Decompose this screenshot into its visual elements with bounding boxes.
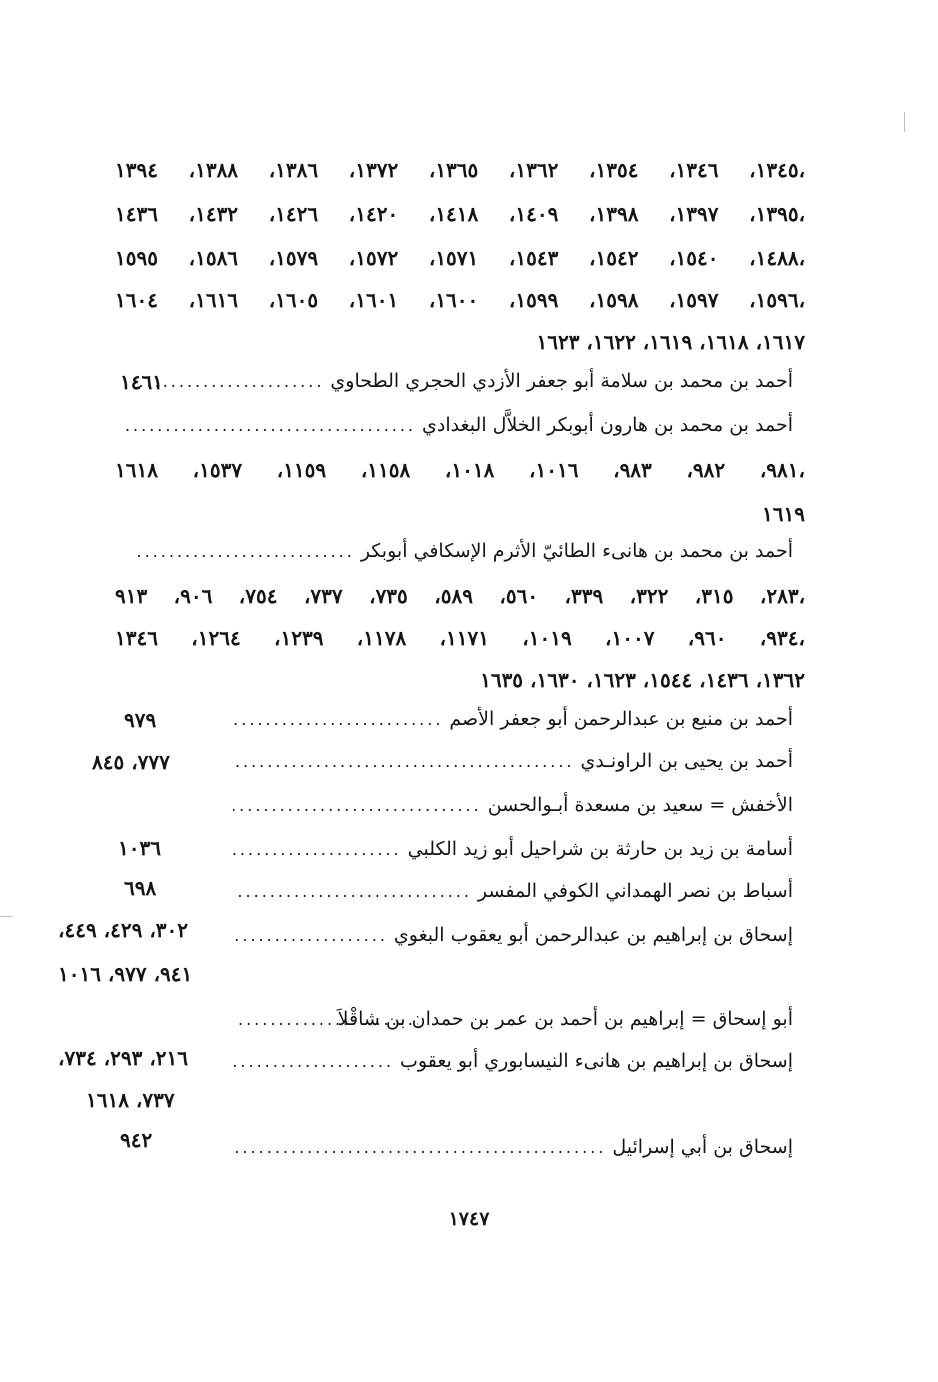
entry-name: أحمد بن محمد بن سلامة أبو جعفر الأزدي الحجري الطحاوي xyxy=(330,370,793,392)
leader-dots xyxy=(233,840,402,859)
index-entry xyxy=(233,708,793,730)
leader-dots xyxy=(233,1138,606,1157)
leader-dots xyxy=(233,1052,394,1071)
index-entry xyxy=(233,794,793,816)
index-entry xyxy=(133,370,793,392)
leader-dots-row xyxy=(238,1010,418,1029)
entry-name: أحمد بن منيع بن عبدالرحمن أبو جعفر الأصم xyxy=(449,708,793,730)
entry-name: أبو إسحاق = إبراهيم بن أحمد بن عمر بن حمدان بن شاقْلاَ xyxy=(337,1008,793,1030)
page-refs-line: ١٦١٩ xyxy=(762,502,805,526)
index-entry xyxy=(233,1050,793,1072)
entry-name: إسحاق بن إبراهيم بن هانىء النيسابوري أبو يعقوب xyxy=(400,1050,793,1072)
leader-dots xyxy=(233,882,472,901)
entry-name: إسحاق بن أبي إسرائيل xyxy=(612,1136,793,1158)
leader-dots xyxy=(121,416,416,435)
entry-name: أسامة بن زيد بن حارثة بن شراحيل أبو زيد الكلبي xyxy=(407,838,793,860)
index-entry xyxy=(233,750,793,772)
entry-pages: ٢١٦، ٢٩٣، ٧٣٤، xyxy=(58,1046,189,1070)
entry-pages: ١٤٦١ xyxy=(120,370,163,394)
index-entry xyxy=(233,1136,793,1158)
entry-pages: ٩٤٢ xyxy=(120,1128,153,1152)
page-refs-line: ١٤٨٨، ١٥٤٠، ١٥٤٢، ١٥٤٣، ١٥٧١، ١٥٧٢، ١٥٧٩، ١٥٨٦، ١٥٩٥، xyxy=(115,246,806,270)
scan-mark xyxy=(0,916,12,917)
entry-pages: ٣٠٢، ٤٢٩، ٤٤٩، xyxy=(58,918,189,942)
page-refs-line: ٩٤١، ٩٧٧، ١٠١٦ xyxy=(58,962,193,986)
entry-pages: ٧٧٧، ٨٤٥ xyxy=(92,750,170,774)
page-refs-line: ٩٨١، ٩٨٢، ٩٨٣، ١٠١٦، ١٠١٨، ١١٥٨، ١١٥٩، ١٥٣٧، ١٦١٨، xyxy=(115,458,805,482)
leader-dots xyxy=(233,752,575,771)
index-entry xyxy=(133,540,793,562)
page-refs-line: ١٦١٧، ١٦١٨، ١٦١٩، ١٦٢٢، ١٦٢٣ xyxy=(536,330,805,354)
index-entry xyxy=(233,880,793,902)
page-number: ١٧٤٧ xyxy=(448,1208,490,1230)
entry-name: إسحاق بن إبراهيم بن عبدالرحمن أبو يعقوب البغوي xyxy=(393,924,793,946)
leader-dots xyxy=(233,710,443,729)
entry-pages: ٦٩٨ xyxy=(124,876,157,900)
entry-pages: ٩٧٩ xyxy=(124,708,157,732)
leader-dots xyxy=(238,1010,418,1029)
page-refs-line: ١٣٤٥، ١٣٤٦، ١٣٥٤، ١٣٦٢، ١٣٦٥، ١٣٧٢، ١٣٨٦، ١٣٨٨، ١٣٩٤، xyxy=(115,158,806,182)
entry-name: أسباط بن نصر الهمداني الكوفي المفسر xyxy=(477,880,793,902)
entry-pages: ١٠٣٦ xyxy=(118,836,161,860)
page-refs-line: ٩٣٤، ٩٦٠، ١٠٠٧، ١٠١٩، ١١٧١، ١١٧٨، ١٢٣٩، ١٢٦٤، ١٣٤٦، xyxy=(115,626,805,650)
entry-name: أحمد بن محمد بن هانىء الطائيّ الأثرم الإسكافي أبوبكر xyxy=(360,540,793,562)
leader-dots xyxy=(233,926,388,945)
page-refs-line: ٧٣٧، ١٦١٨ xyxy=(86,1088,175,1112)
index-entry xyxy=(133,414,793,436)
page-refs-line: ١٣٦٢، ١٤٣٦، ١٥٤٤، ١٦٢٣، ١٦٣٠، ١٦٣٥ xyxy=(480,668,805,692)
page-refs-line: ١٥٩٦، ١٥٩٧، ١٥٩٨، ١٥٩٩، ١٦٠٠، ١٦٠١، ١٦٠٥، ١٦١٦، ١٦٠٤، xyxy=(115,288,806,312)
page-refs-line: ١٣٩٥، ١٣٩٧، ١٣٩٨، ١٤٠٩، ١٤١٨، ١٤٢٠، ١٤٢٦، ١٤٣٢، ١٤٣٦، xyxy=(115,202,806,226)
leader-dots xyxy=(133,542,355,561)
scan-mark xyxy=(904,112,905,132)
entry-name: الأخفش = سعيد بن مسعدة أبـوالحسن xyxy=(487,794,793,816)
entry-name: أحمد بن يحيى بن الراونـدي xyxy=(580,750,793,772)
index-entry xyxy=(233,838,793,860)
leader-dots xyxy=(233,796,482,815)
entry-name: أحمد بن محمد بن هارون أبوبكر الخلاَّل البغدادي xyxy=(422,414,793,436)
index-entry xyxy=(233,924,793,946)
page-refs-line: ٢٨٣، ٣١٥، ٣٢٢، ٣٣٩، ٥٦٠، ٥٨٩، ٧٣٥، ٧٣٧، ٧٥٤، ٩٠٦، ٩١٣، xyxy=(115,584,806,608)
